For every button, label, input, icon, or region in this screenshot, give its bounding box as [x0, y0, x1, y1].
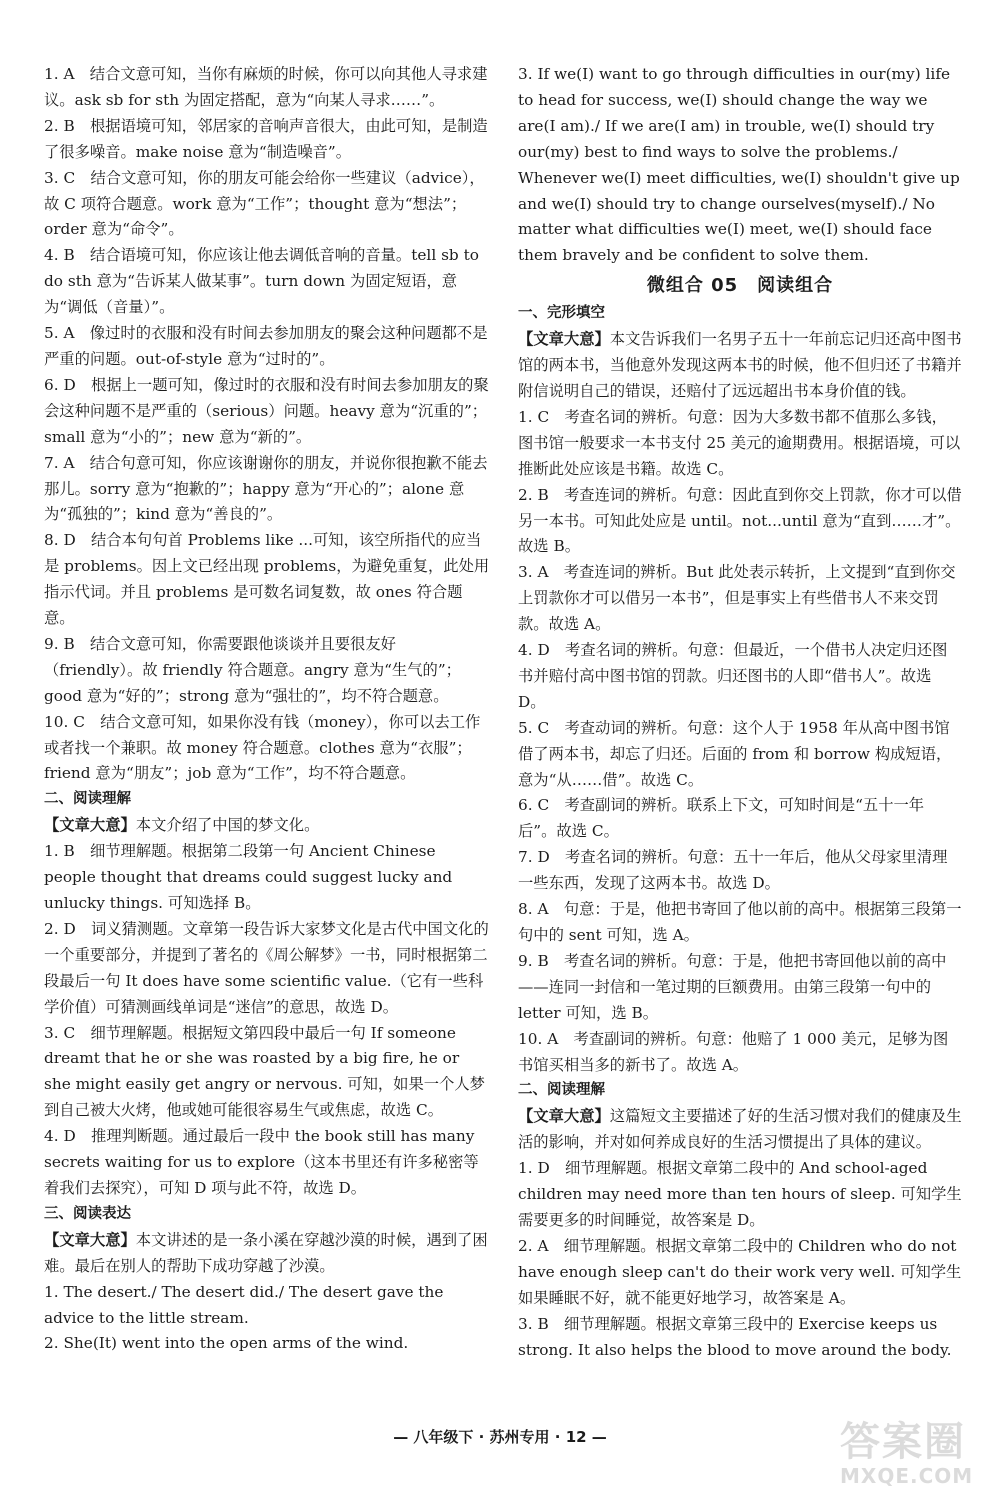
- answer-item: 7. D 考查名词的辨析。句意：五十一年后，他从父母家里清理一些东西，发现了这两本书。故选 D。: [518, 848, 948, 893]
- answer-item: 5. C 考查动词的辨析。句意：这个人于 1958 年从高中图书馆借了两本书，却忘了归还。后面的 from 和 borrow 构成短语，意为“从……借”。故选 C。: [518, 718, 952, 789]
- summary-text: 本文告诉我们一名男子五十一年前忘记归还高中图书馆的两本书，当他意外发现这两本书的时候，他不但归还了书籍并附信说明自己的错误，还赔付了远远超出书本身价值的钱。: [518, 330, 962, 400]
- answer-list-cloze: [518, 405, 962, 1079]
- answer-list-reading: [518, 1156, 962, 1363]
- answer-item: 3. If we(I) want to go through difficulties in our(my) life to head for success, we(I) should change the way we are(I am)./ If we are(I am) in trouble, we(I) should try our(my) best to find ways to solve the problems./ Whenever we(I) meet difficulties, we(I) shouldn't give up and we(I) should try to change ourselves(myself)./ No matter what difficulties we(I) meet, we(I) should face them bravely and be confident to solve them.: [518, 65, 960, 265]
- page-footer: — 八年级下 · 苏州专用 · 12 —: [393, 1428, 607, 1446]
- answer-item: 1. C 考查名词的辨析。句意：因为大多数书都不值那么多钱，图书馆一般要求一本书支付 25 美元的逾期费用。根据语境，可以推断此处应该是书籍。故选 C。: [518, 407, 961, 478]
- answer-item: 1. The desert./ The desert did./ The desert gave the advice to the little stream.: [44, 1282, 444, 1327]
- summary-tag: 【文章大意】: [44, 1230, 136, 1249]
- summary-tag: 【文章大意】: [518, 330, 610, 349]
- watermark-logo: [840, 1420, 990, 1500]
- watermark-url: MXQE.COM: [840, 1464, 974, 1488]
- summary-paragraph-expression: [44, 1228, 490, 1280]
- summary-paragraph-reading: [44, 813, 490, 839]
- answer-item: 3. B 细节理解题。根据文章第三段中的 Exercise keeps us strong. It also helps the blood to move around the body.: [518, 1314, 952, 1359]
- answer-item: 9. B 结合文意可知，你需要跟他谈谈并且要很友好（friendly）。故 friendly 符合题意。angry 意为“生气的”；good 意为“好的”；strong 意为“强壮的”，均不符合题意。: [44, 634, 461, 705]
- group-title: 微组合 05 阅读组合: [646, 275, 834, 297]
- answer-item: 2. B 根据语境可知，邻居家的音响声音很大，由此可知，是制造了很多噪音。make noise 意为“制造噪音”。: [44, 116, 488, 161]
- answer-item: 10. C 结合文意可知，如果你没有钱（money），你可以去工作或者找一个兼职。故 money 符合题意。clothes 意为“衣服”；friend 意为“朋友”；job 意为“工作”，均不符合题意。: [44, 712, 481, 783]
- summary-paragraph-reading: [518, 1104, 962, 1156]
- section-heading-expression: 三、阅读表达: [44, 1205, 131, 1222]
- summary-tag: 【文章大意】: [518, 1107, 610, 1126]
- answer-item: 3. C 结合文意可知，你的朋友可能会给你一些建议（advice），故 C 项符合题意。work 意为“工作”；thought 意为“想法”；order 意为“命令”。: [44, 168, 485, 239]
- answer-item: 6. D 根据上一题可知，像过时的衣服和没有时间去参加朋友的聚会这种问题不是严重的（serious）问题。heavy 意为“沉重的”；small 意为“小的”；new 意为“新的”。: [44, 375, 489, 446]
- answer-item: 1. D 细节理解题。根据文章第二段中的 And school-aged children may need more than ten hours of sleep. 可知学生需要更多的时间睡觉，故答案是 D。: [518, 1159, 962, 1229]
- answer-item: 2. A 细节理解题。根据文章第二段中的 Children who do not have enough sleep can't do their work very well. 可知学生如果睡眠不好，就不能更好地学习，故答案是 A。: [518, 1236, 962, 1307]
- section-heading-cloze: 一、完形填空: [518, 305, 605, 322]
- right-column: [518, 62, 962, 1363]
- summary-paragraph-cloze: [518, 327, 962, 405]
- left-column: [44, 62, 490, 1357]
- answer-item: 2. B 考查连词的辨析。句意：因此直到你交上罚款，你才可以借另一本书。可知此处应是 until。not...until 意为“直到……才”。故选 B。: [518, 485, 962, 556]
- answer-item: 10. A 考查副词的辨析。句意：他赔了 1 000 美元，足够为图书馆买相当多的新书了。故选 A。: [518, 1029, 949, 1074]
- summary-tag: 【文章大意】: [44, 816, 136, 835]
- answer-item: 5. A 像过时的衣服和没有时间去参加朋友的聚会这种问题都不是严重的问题。out-of-style 意为“过时的”。: [44, 324, 488, 368]
- answer-item: 8. A 句意：于是，他把书寄回了他以前的高中。根据第三段第一句中的 sent 可知，选 A。: [518, 900, 962, 944]
- summary-text: 本文讲述的是一条小溪在穿越沙漠的时候，遇到了困难。最后在别人的帮助下成功穿越了沙漠。: [44, 1230, 488, 1275]
- summary-text: 这篇短文主要描述了好的生活习惯对我们的健康及生活的影响，并对如何养成良好的生活习惯提出了具体的建议。: [518, 1107, 962, 1152]
- answer-item: 3. A 考查连词的辨析。But 此处表示转折，上文提到“直到你交上罚款你才可以借另一本书”，但是事实上有些借书人不来交罚款。故选 A。: [518, 563, 956, 634]
- answer-item: 1. A 结合文意可知，当你有麻烦的时候，你可以向其他人寻求建议。ask sb for sth 为固定搭配，意为“向某人寻求……”。: [44, 65, 488, 109]
- answer-item: 9. B 考查名词的辨析。句意：于是，他把书寄回他以前的高中——连同一封信和一笔过期的巨额费用。由第三段第一句中的 letter 可知，选 B。: [518, 951, 947, 1022]
- summary-text: 本文介绍了中国的梦文化。: [135, 816, 320, 835]
- watermark-text: 答案圈: [840, 1419, 966, 1465]
- section-heading-reading: 二、阅读理解: [518, 1082, 605, 1099]
- answer-item: 7. A 结合句意可知，你应该谢谢你的朋友，并说你很抱歉不能去那儿。sorry 意为“抱歉的”；happy 意为“开心的”；alone 意为“孤独的”；kind 意为“善良的”。: [44, 453, 488, 524]
- answer-item: 4. D 推理判断题。通过最后一段中 the book still has many secrets waiting for us to explore（这本书里还有许多秘密等着我们去探究），可知 D 项与此不符，故选 D。: [44, 1127, 479, 1197]
- answer-item: 6. C 考查副词的辨析。联系上下文，可知时间是“五十一年后”。故选 C。: [518, 796, 925, 841]
- answer-item: 4. D 考查名词的辨析。句意：但最近，一个借书人决定归还图书并赔付高中图书馆的罚款。归还图书的人即“借书人”。故选 D。: [518, 641, 948, 711]
- answer-item: 3. C 细节理解题。根据短文第四段中最后一句 If someone dreamt that he or she was roasted by a big fire, he or she might easily get angry or nervous. 可知，如果一个人梦到自己被大火烤，他或她可能很容易生气或焦虑，故选 C。: [44, 1023, 485, 1120]
- answer-item: 1. B 细节理解题。根据第二段第一句 Ancient Chinese people thought that dreams could suggest lucky and unlucky things. 可知选择 B。: [44, 842, 453, 912]
- answer-item: 4. B 结合语境可知，你应该让他去调低音响的音量。tell sb to do sth 意为“告诉某人做某事”。turn down 为固定短语，意为“调低（音量）”。: [44, 246, 479, 317]
- answer-list-reading: [44, 839, 490, 1202]
- section-heading-reading: 二、阅读理解: [44, 791, 131, 808]
- answer-list-cloze: [44, 62, 490, 787]
- answer-item: 2. She(It) went into the open arms of the wind.: [44, 1334, 409, 1353]
- answer-item: 8. D 结合本句句首 Problems like ...可知，该空所指代的应当是 problems。因上文已经出现 problems，为避免重复，此处用指示代词。并且 problems 是可数名词复数，故 ones 符合题意。: [44, 531, 490, 628]
- answer-list-expression: [44, 1280, 490, 1358]
- answer-item: 2. D 词义猜测题。文章第一段告诉大家梦文化是古代中国文化的一个重要部分，并提到了著名的《周公解梦》一书，同时根据第二段最后一句 It does have some scientific value.（它有一些科学价值）可猜测画线单词是“迷信”的意思，故选 D。: [44, 919, 489, 1016]
